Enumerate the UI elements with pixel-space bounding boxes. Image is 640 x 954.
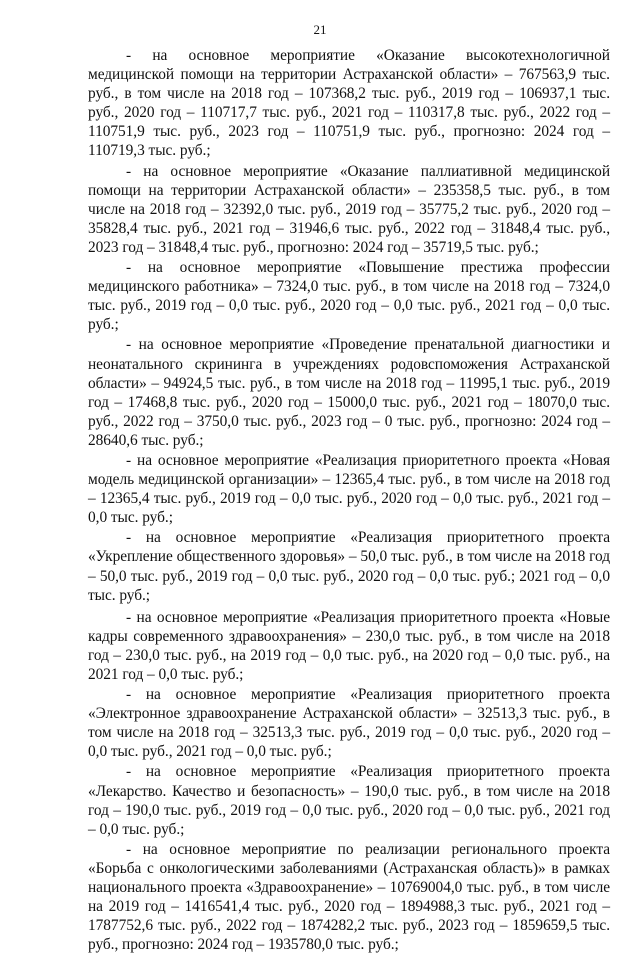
paragraph-public-health: - на основное мероприятие «Реализация приоритетного проекта «Укрепление общественного здоровья» – 50,0 тыс. руб., в том числе на 2018 год – 50,0 тыс. руб., 2019 год – 0,0 тыс. руб., 2020 год – 0,0 тыс. руб.; 2021 год – 0,0 тыс. руб.; — [88, 529, 610, 604]
paragraph-oncology-regional-project: - на основное мероприятие по реализации регионального проекта «Борьба с онкологическими заболеваниями (Астраханская область)» в рамках национального проекта «Здравоохранение» – 10769004,0 тыс. руб., в том числе на 2019 год – 1416541,4 тыс. руб., 2020 год – 1894988,3 тыс. руб., 2021 год – 1787752,6 тыс. руб., 2022 год – 1874282,2 тыс. руб., 2023 год – 1859659,5 тыс. руб., прогнозно: 2024 год – 1935780,0 тыс. руб.; — [88, 840, 610, 954]
document-body — [88, 46, 610, 954]
page-number: 21 — [313, 22, 327, 37]
paragraph-electronic-healthcare: - на основное мероприятие «Реализация приоритетного проекта «Электронное здравоохранение Астраханской области» – 32513,3 тыс. руб., в том числе на 2018 год – 32513,3 тыс. руб., 2019 год – 0,0 тыс. руб., 2020 год – 0,0 тыс. руб., 2021 год – 0,0 тыс. руб.; — [88, 686, 610, 761]
paragraph-profession-prestige: - на основное мероприятие «Повышение престижа профессии медицинского работника» – 7324,0 тыс. руб., в том числе на 2018 год – 7324,0 тыс. руб., 2019 год – 0,0 тыс. руб., 2020 год – 0,0 тыс. руб., 2021 год – 0,0 тыс. руб.; — [88, 259, 610, 334]
paragraph-high-tech-medical-care: - на основное мероприятие «Оказание высокотехнологичной медицинской помощи на территории Астраханской области» – 767563,9 тыс. руб., в том числе на 2018 год – 107368,2 тыс. руб., 2019 год – 106937,1 тыс. руб., 2020 год – 110717,7 тыс. руб., 2021 год – 110317,8 тыс. руб., 2022 год – 110751,9 тыс. руб., 2023 год – 110751,9 тыс. руб., прогнозно: 2024 год – 110719,3 тыс. руб.; — [88, 47, 610, 160]
paragraph-prenatal-diagnostics: - на основное мероприятие «Проведение пренатальной диагностики и неонатального скрининга в учреждениях родовспоможения Астраханской области» – 94924,5 тыс. руб., в том числе на 2018 год – 11995,1 тыс. руб., 2019 год – 17468,8 тыс. руб., 2020 год – 15000,0 тыс. руб., 2021 год – 18070,0 тыс. руб., 2022 год – 3750,0 тыс. руб., 2023 год – 0 тыс. руб., прогнозно: 2024 год – 28640,6 тыс. руб.; — [88, 336, 610, 449]
paragraph-medicine-quality-safety: - на основное мероприятие «Реализация приоритетного проекта «Лекарство. Качество и безопасность» – 190,0 тыс. руб., в том числе на 2018 год – 190,0 тыс. руб., 2019 год – 0,0 тыс. руб., 2020 год – 0,0 тыс. руб., 2021 год – 0,0 тыс. руб.; — [88, 763, 610, 838]
paragraph-new-model-medical-organization: - на основное мероприятие «Реализация приоритетного проекта «Новая модель медицинской организации» – 12365,4 тыс. руб., в том числе на 2018 год – 12365,4 тыс. руб., 2019 год – 0,0 тыс. руб., 2020 год – 0,0 тыс. руб., 2021 год – 0,0 тыс. руб.; — [88, 451, 610, 527]
paragraph-palliative-care: - на основное мероприятие «Оказание паллиативной медицинской помощи на территории Астраханской области» – 235358,5 тыс. руб., в том числе на 2018 год – 32392,0 тыс. руб., 2019 год – 35775,2 тыс. руб., 2020 год – 35828,4 тыс. руб., 2021 год – 31946,6 тыс. руб., 2022 год – 31848,4 тыс. руб., 2023 год – 31848,4 тыс. руб., прогнозно: 2024 год – 35719,5 тыс. руб.; — [88, 162, 610, 256]
paragraph-new-healthcare-staff: - на основное мероприятие «Реализация приоритетного проекта «Новые кадры современного здравоохранения» – 230,0 тыс. руб., в том числе на 2018 год – 230,0 тыс. руб., на 2019 год – 0,0 тыс. руб., на 2020 год – 0,0 тыс. руб., на 2021 год – 0,0 тыс. руб.; — [88, 608, 610, 683]
